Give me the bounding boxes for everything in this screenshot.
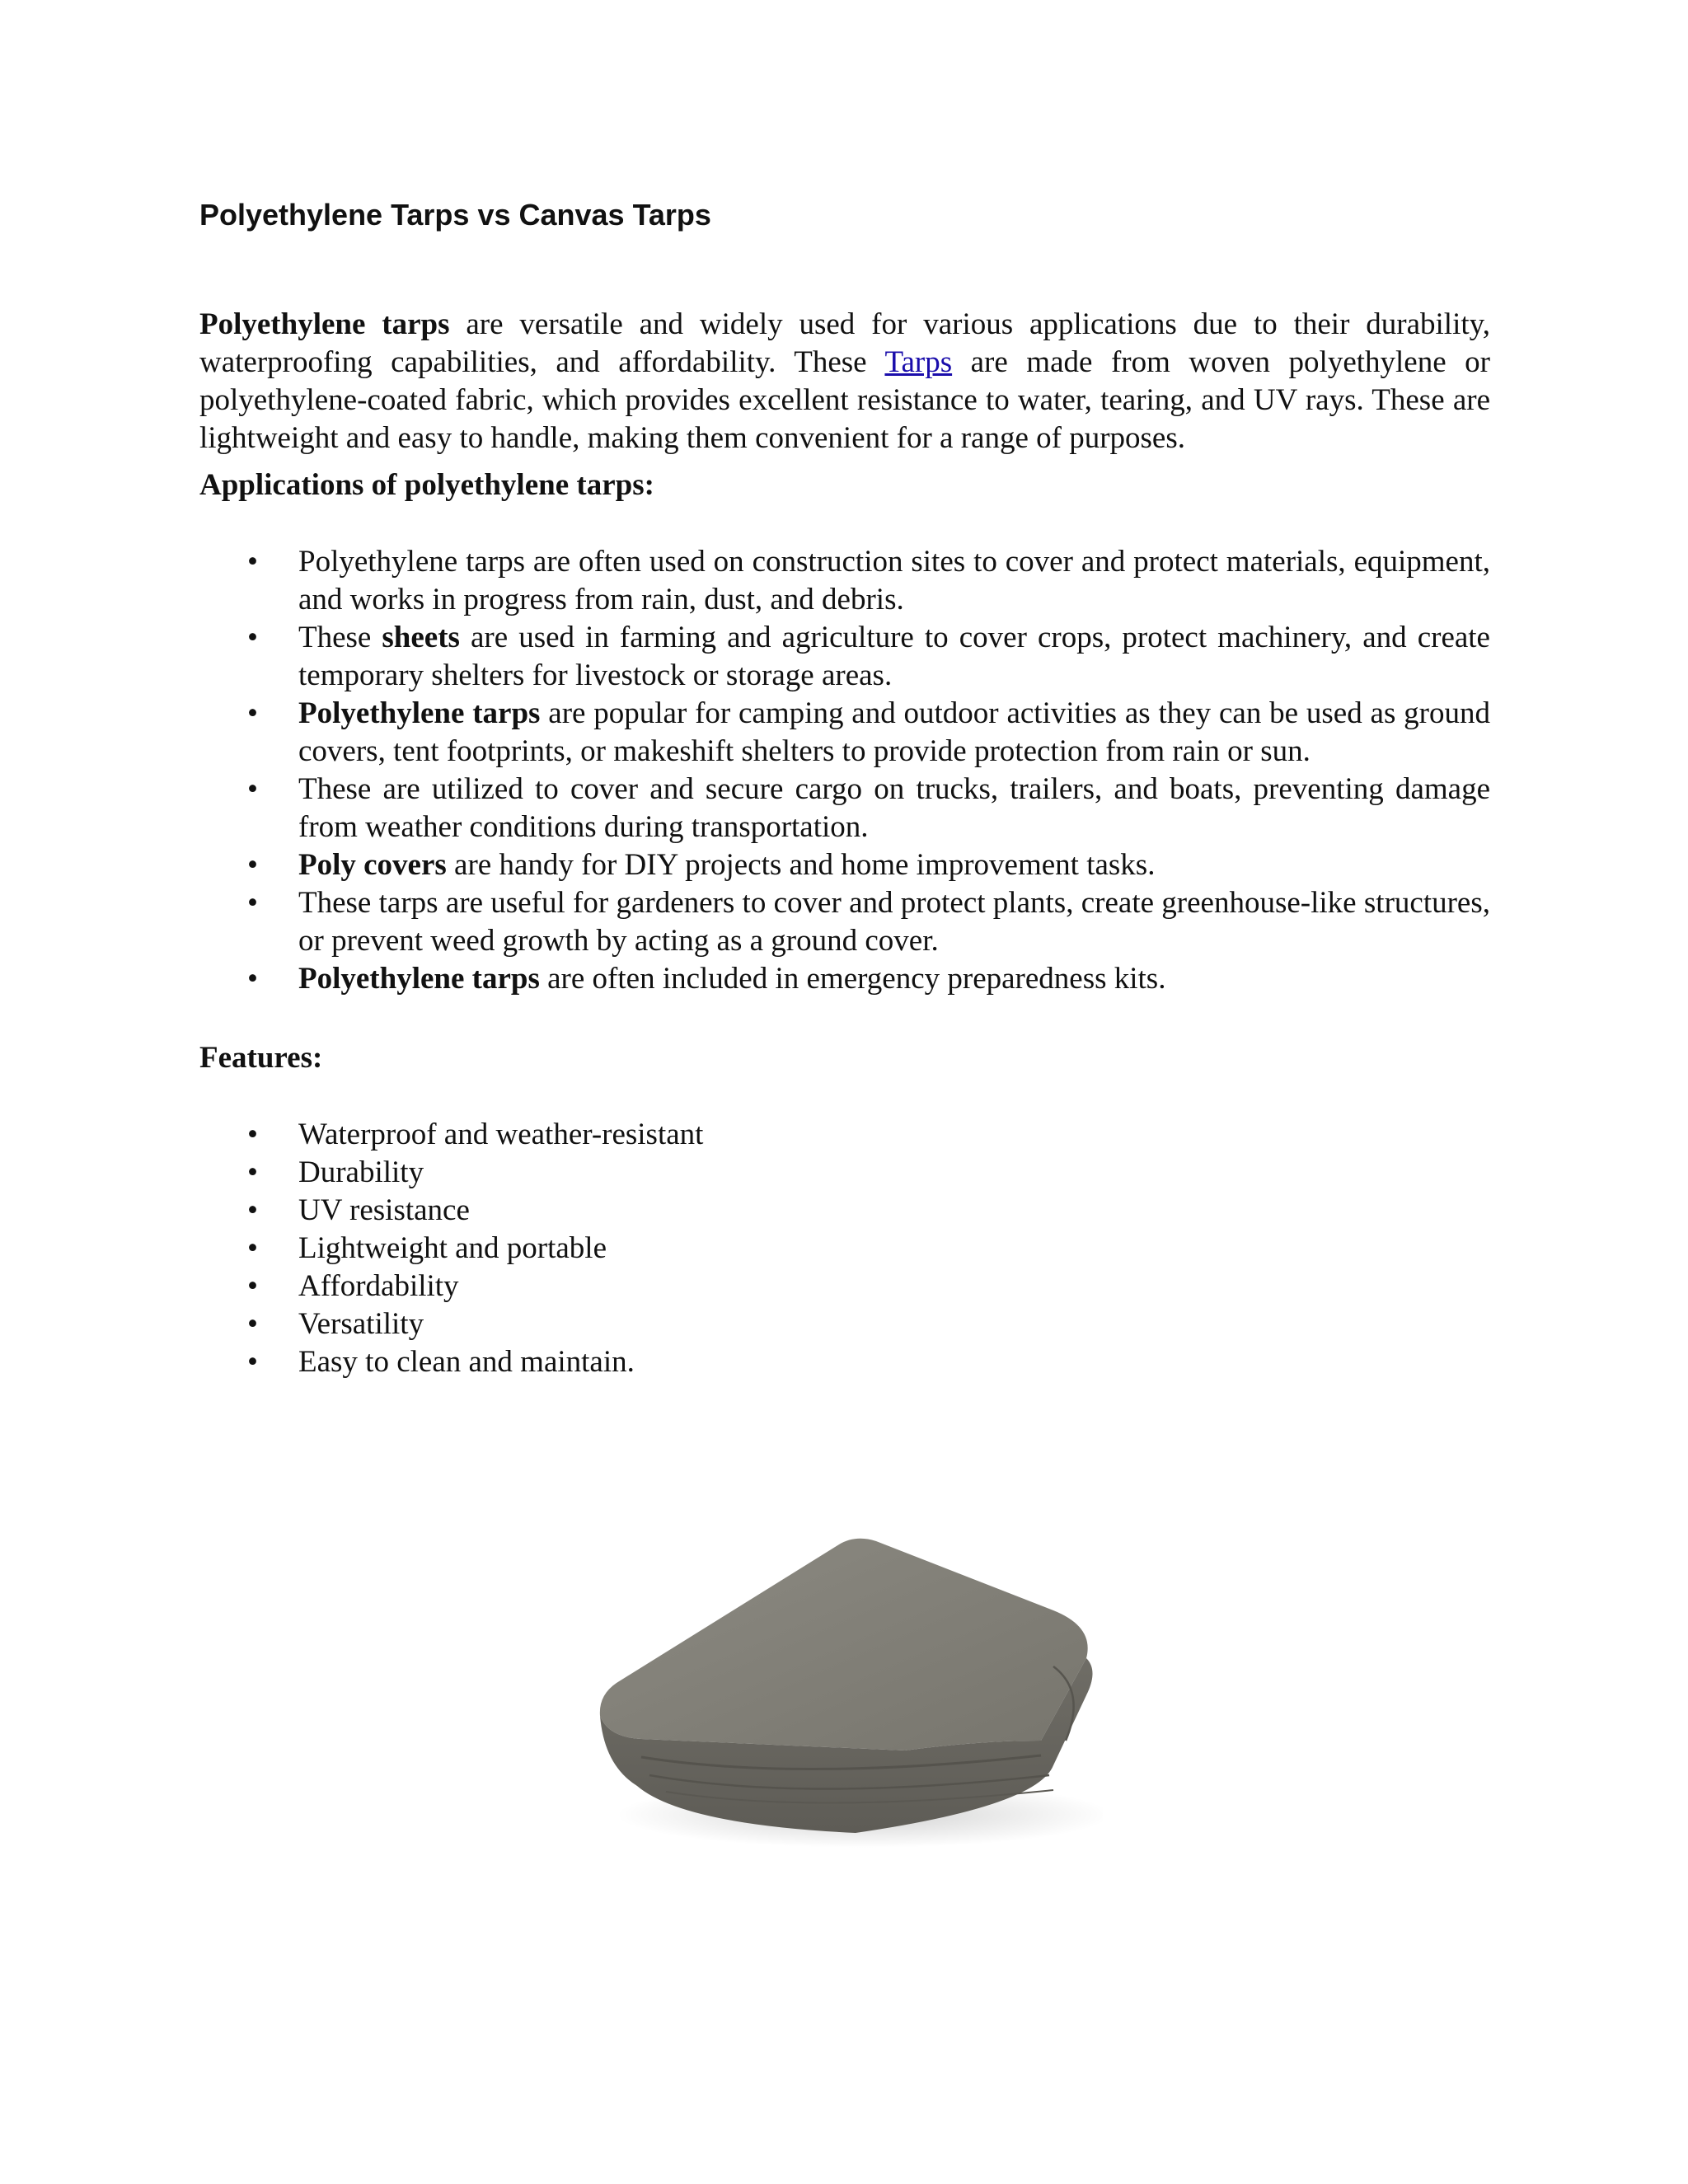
feature-text: Easy to clean and maintain. (298, 1345, 635, 1379)
bullet-icon: • (247, 1155, 258, 1189)
list-item (199, 1230, 1490, 1268)
list-item-text: are used in farming and agriculture to cover crops, protect machinery, and create temporary shelters for livestock or storage areas. (298, 621, 1490, 692)
bullet-icon: • (247, 1193, 258, 1227)
bullet-icon: • (247, 848, 258, 882)
list-item-bold: Polyethylene tarps (298, 962, 540, 996)
bullet-icon: • (247, 1269, 258, 1303)
list-item (199, 1192, 1490, 1230)
page-title: Polyethylene Tarps vs Canvas Tarps (199, 198, 711, 232)
applications-list (199, 543, 1490, 998)
folded-tarp-image (592, 1535, 1103, 1856)
list-item (199, 619, 1490, 695)
list-item (199, 960, 1490, 998)
tarp-top-surface (600, 1539, 1088, 1750)
bullet-icon: • (247, 772, 258, 806)
list-item (199, 1154, 1490, 1192)
list-item-bold: Poly covers (298, 848, 447, 882)
bullet-icon: • (247, 1307, 258, 1341)
list-item (199, 695, 1490, 771)
bullet-icon: • (247, 886, 258, 920)
list-item (199, 1268, 1490, 1305)
feature-text: Lightweight and portable (298, 1231, 607, 1265)
intro-paragraph (199, 306, 1490, 457)
list-item (199, 771, 1490, 846)
bullet-icon: • (247, 1118, 258, 1151)
list-item (199, 1305, 1490, 1343)
bullet-icon: • (247, 1345, 258, 1379)
list-item-text: These are utilized to cover and secure cargo on trucks, trailers, and boats, preventing damage from weather conditions during transportation. (298, 772, 1490, 844)
feature-text: Versatility (298, 1307, 424, 1341)
bullet-icon: • (247, 1231, 258, 1265)
bullet-icon: • (247, 545, 258, 579)
intro-text-2: are made from woven polyethylene or polyethylene-coated fabric, which provides excellent resistance to water, tearing, and UV rays. These are lightweight and easy to handle, making them convenient for a range of purposes. (199, 345, 1490, 455)
list-item (199, 1116, 1490, 1154)
list-item-text: Polyethylene tarps are often used on construction sites to cover and protect materials, equipment, and works in progress from rain, dust, and debris. (298, 545, 1490, 616)
features-heading: Features: (199, 1041, 323, 1075)
applications-heading: Applications of polyethylene tarps: (199, 468, 654, 502)
intro-text-1: are versatile and widely used for various applications due to their durability, waterproofing capabilities, and affordability. These (199, 307, 1490, 379)
list-item-text: are often included in emergency preparedness kits. (539, 962, 1166, 996)
bullet-icon: • (247, 696, 258, 730)
tarps-link[interactable]: Tarps (884, 345, 953, 379)
features-list (199, 1116, 1490, 1381)
list-item (199, 1343, 1490, 1381)
list-item-pre: These (298, 621, 382, 654)
feature-text: Durability (298, 1155, 424, 1189)
list-item-bold: Polyethylene tarps (298, 696, 541, 730)
feature-text: Affordability (298, 1269, 459, 1303)
intro-bold-lead: Polyethylene tarps (199, 307, 450, 341)
list-item-bold: sheets (382, 621, 460, 654)
list-item-text: are handy for DIY projects and home improvement tasks. (446, 848, 1156, 882)
list-item (199, 846, 1490, 884)
bullet-icon: • (247, 962, 258, 996)
list-item (199, 543, 1490, 619)
feature-text: Waterproof and weather-resistant (298, 1118, 704, 1151)
feature-text: UV resistance (298, 1193, 470, 1227)
bullet-icon: • (247, 621, 258, 654)
list-item (199, 884, 1490, 960)
list-item-text: These tarps are useful for gardeners to cover and protect plants, create greenhouse-like structures, or prevent weed growth by acting as a ground cover. (298, 886, 1490, 958)
list-item-text: are popular for camping and outdoor activities as they can be used as ground covers, tent footprints, or makeshift shelters to provide protection from rain or sun. (298, 696, 1490, 768)
